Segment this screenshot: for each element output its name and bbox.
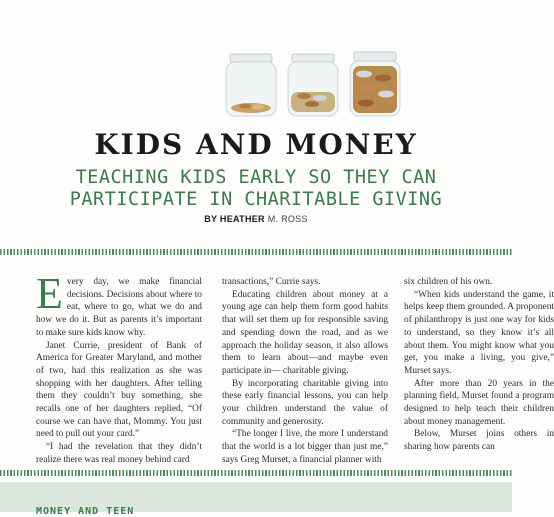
jar-icon	[350, 52, 400, 116]
byline	[0, 214, 512, 224]
drop-cap: E	[36, 269, 63, 318]
paragraph: Every day, we make financial decisions. Decisions about where to eat, where to go, what we do and how we do it. But as parents it’s important to make sure kids know why.	[36, 269, 202, 338]
paragraph: “I had the revelation that they didn’t realize there was real money behind card	[36, 442, 202, 465]
paragraph: “When kids understand the game, it helps keep them grounded. A proponent of philanthropy is just one way for kids to understand, so they know it’s all about them. You might know what you get, you make a living, you give,” Murset says.	[404, 289, 554, 376]
column-3	[404, 276, 554, 454]
column-1	[36, 269, 202, 467]
column-2	[222, 276, 388, 467]
jar-icon	[288, 54, 338, 116]
bottom-divider	[0, 470, 512, 476]
paragraph: Janet Currie, president of Bank of America for Greater Maryland, and mother of two, had this realization as she was shopping with her daughters. After telling them they couldn’t buy something, she recalls one of her daughters replied, “Of course we can have that, Mommy. You just need to pull out your card.”	[36, 340, 202, 440]
article-subtitle	[0, 167, 512, 211]
top-divider	[0, 249, 512, 255]
paragraph: transactions,” Currie says.	[222, 277, 321, 287]
coin-jars-illustration	[218, 48, 416, 120]
paragraph: Educating children about money at a young age can help them form good habits that will set them up for responsible saving and spending down the road, and as we approach the holiday season, it also allows them to learn about—and maybe even participate in— charitable giving.	[222, 289, 388, 376]
subtitle-line-1: TEACHING KIDS EARLY SO THEY CAN	[75, 167, 437, 188]
paragraph: “The longer I live, the more I understand that the world is a lot bigger than just me,” says Greg Murset, a financial planner with	[222, 429, 388, 465]
paragraph: By incorporating charitable giving into these early financial lessons, you can help your children understand the value of community and generosity.	[222, 378, 388, 427]
paragraph: six children of his own.	[404, 277, 493, 287]
sidebar-heading: MONEY AND TEEN	[36, 506, 135, 517]
paragraph: After more than 20 years in the planning field, Murset found a program designed to help teach their children about money management.	[404, 378, 554, 427]
jar-icon	[226, 54, 276, 116]
paragraph: Below, Murset joins others in sharing how parents can	[404, 429, 554, 453]
article-title: KIDS AND MONEY	[94, 128, 418, 161]
byline-prefix: BY HEATHER	[204, 214, 265, 224]
subtitle-line-2: PARTICIPATE IN CHARITABLE GIVING	[69, 189, 443, 210]
byline-author-name: M. ROSS	[267, 214, 308, 224]
